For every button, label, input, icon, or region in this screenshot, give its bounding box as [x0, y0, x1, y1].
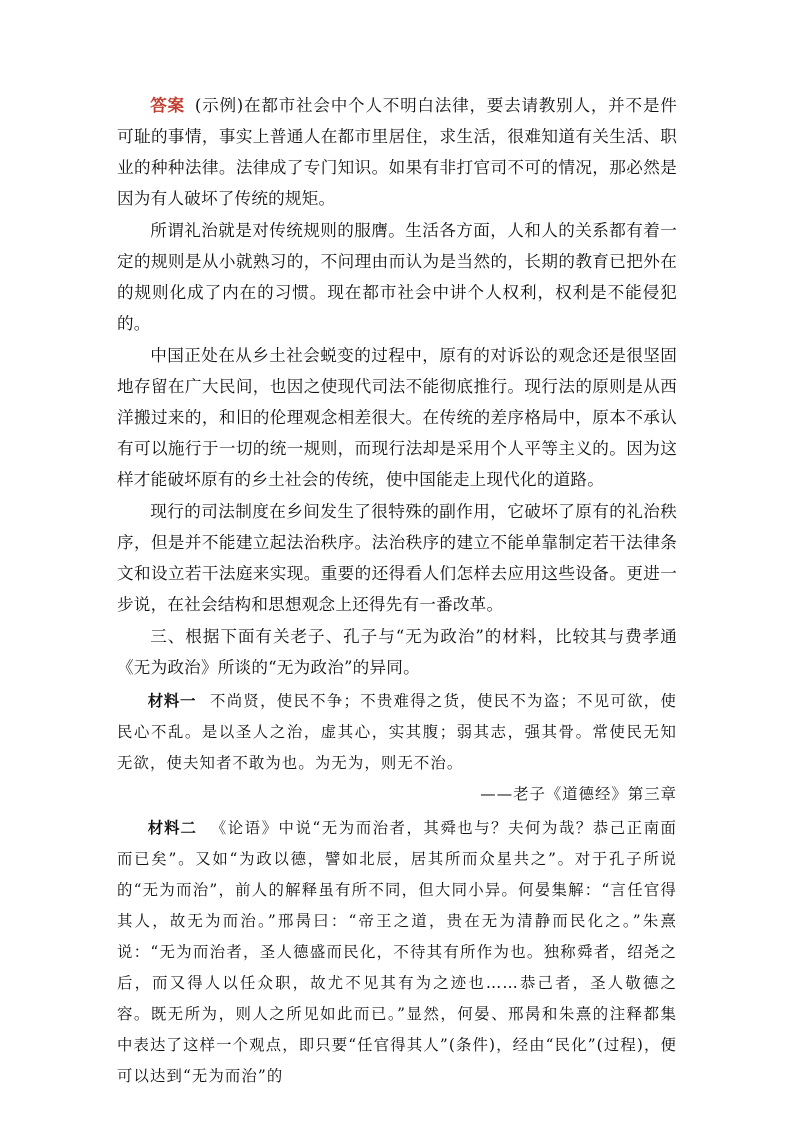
material-two	[117, 813, 677, 1092]
document-page	[117, 90, 677, 1092]
material-one-source: ——老子《道德经》第三章	[480, 785, 677, 803]
answer-paragraph-1-text: (示例)在都市社会中个人不明白法律，要去请教别人，并不是件可耻的事情，事实上普通人在都市里居住，求生活，很难知道有关生活、职业的种种法律。法律成了专门知识。如果有非打官司不可的情况，那必然是因为有人破坏了传统的规矩。	[117, 96, 677, 208]
answer-paragraph-2: 所谓礼治就是对传统规则的服膺。生活各方面，人和人的关系都有着一定的规则是从小就熟习的，不问理由而认为是当然的，长期的教育已把外在的规则化成了内在的习惯。现在都市社会中讲个人权利，权利是不能侵犯的。	[117, 221, 677, 333]
answer-label: 答案	[150, 95, 185, 115]
question-three: 三、根据下面有关老子、孔子与“无为政治”的材料，比较其与费孝通《无为政治》所谈的“无为政治”的异同。	[117, 627, 677, 677]
answer-paragraph-3: 中国正处在从乡土社会蜕变的过程中，原有的对诉讼的观念还是很坚固地存留在广大民间，也因之使现代司法不能彻底推行。现行法的原则是从西洋搬过来的，和旧的伦理观念相差很大。在传统的差序格局中，原本不承认有可以施行于一切的统一规则，而现行法却是采用个人平等主义的。因为这样才能破坏原有的乡土社会的传统，使中国能走上现代化的道路。	[117, 346, 677, 489]
material-two-label: 材料二	[147, 819, 197, 837]
material-two-text: 《论语》中说“无为而治者，其舜也与？夫何为哉？恭己正南面而已矣”。又如“为政以德，譬如北辰，居其所而众星共之”。对于孔子所说的“无为而治”，前人的解释虽有所不同，但大同小异。何晏集解：“言任官得其人，故无为而治。”邢昺曰：“帝王之道，贵在无为清静而民化之。”朱熹说：“无为而治者，圣人德盛而民化，不待其有所作为也。独称舜者，绍尧之后，而又得人以任众职，故尤不见其有为之迹也……恭己者，圣人敬德之容。既无所为，则人之所见如此而已。”显然，何晏、邢昺和朱熹的注释都集中表达了这样一个观点，即只要“任官得其人”(条件)，经由“民化”(过程)，便可以达到“无为而治”的	[117, 819, 677, 1085]
material-one	[117, 686, 677, 779]
material-one-label: 材料一	[147, 692, 197, 710]
answer-paragraph-4: 现行的司法制度在乡间发生了很特殊的副作用，它破坏了原有的礼治秩序，但是并不能建立起法治秩序。法治秩序的建立不能单靠制定若干法律条文和设立若干法庭来实现。重要的还得看人们怎样去应用这些设备。更进一步说，在社会结构和思想观念上还得先有一番改革。	[117, 502, 677, 614]
material-one-text: 不尚贤，使民不争；不贵难得之货，使民不为盗；不见可欲，使民心不乱。是以圣人之治，虚其心，实其腹；弱其志，强其骨。常使民无知无欲，使夫知者不敢为也。为无为，则无不治。	[117, 692, 677, 772]
answer-paragraph-1	[117, 90, 677, 214]
